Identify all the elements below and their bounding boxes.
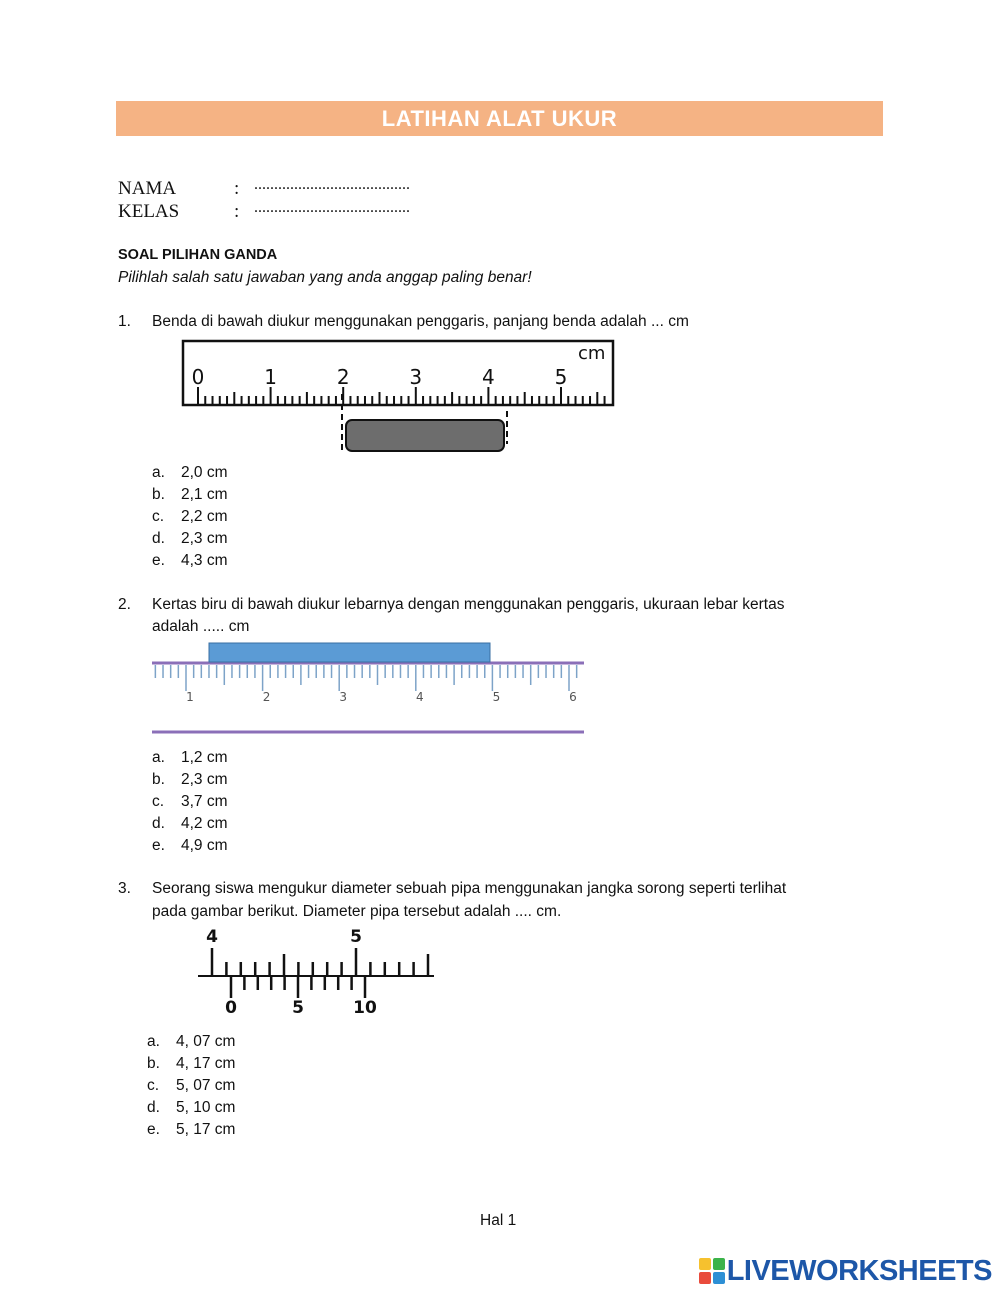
worksheet-title-banner: LATIHAN ALAT UKUR — [116, 101, 883, 136]
question-1-ruler-figure — [178, 336, 620, 456]
ruler-face — [150, 662, 584, 722]
class-label: KELAS — [118, 201, 180, 222]
option-letter: b. — [152, 771, 165, 788]
vernier-label-5: 5 — [292, 998, 304, 1018]
question-3-text-line2: pada gambar berikut. Diameter pipa tersebut adalah .... cm. — [152, 903, 562, 920]
option-e[interactable] — [152, 550, 228, 572]
main-scale-ticks — [212, 948, 428, 976]
ruler-scale-label: 1 — [186, 690, 194, 704]
option-b[interactable] — [147, 1053, 235, 1075]
option-letter: c. — [152, 508, 165, 525]
main-scale-label-5: 5 — [350, 927, 362, 947]
option-e[interactable] — [152, 835, 228, 857]
page-number: Hal 1 — [480, 1212, 517, 1229]
ruler-scale-label: 5 — [554, 365, 568, 389]
name-label: NAMA — [118, 178, 177, 199]
option-letter: a. — [152, 749, 165, 766]
question-2-options — [152, 747, 228, 857]
question-3-number: 3. — [118, 880, 131, 897]
class-blank[interactable]: ....................................... — [254, 199, 410, 216]
measured-object — [346, 420, 504, 451]
ruler-scale-label: 3 — [409, 365, 423, 389]
option-b[interactable] — [152, 484, 228, 506]
option-letter: d. — [147, 1099, 160, 1116]
option-text: 3,7 cm — [181, 793, 228, 810]
section-title: SOAL PILIHAN GANDA — [118, 247, 278, 263]
ruler-scale-label: 4 — [415, 690, 424, 704]
ruler-scale-label: 6 — [569, 690, 577, 704]
option-d[interactable] — [152, 528, 228, 550]
option-c[interactable] — [152, 506, 228, 528]
name-separator: : — [234, 178, 240, 199]
question-3-text-line1: Seorang siswa mengukur diameter sebuah pipa menggunakan jangka sorong seperti terlihat — [152, 880, 787, 897]
option-text: 2,3 cm — [181, 771, 228, 788]
ruler-scale-label: 2 — [262, 690, 271, 704]
option-text: 4, 07 cm — [176, 1033, 236, 1050]
liveworksheets-logo[interactable] — [699, 1254, 992, 1288]
ruler-scale-label: 2 — [336, 365, 350, 389]
question-1-text: Benda di bawah diukur menggunakan penggaris, panjang benda adalah ... cm — [152, 313, 689, 330]
option-text: 2,3 cm — [181, 530, 228, 547]
question-3-options — [147, 1031, 235, 1141]
ruler-scale-label: 1 — [264, 365, 277, 389]
ruler-scale-label: 3 — [339, 690, 348, 704]
class-separator: : — [234, 201, 240, 222]
question-2-text-line1: Kertas biru di bawah diukur lebarnya dengan menggunakan penggaris, ukuraan lebar kertas — [152, 596, 785, 613]
option-text: 5, 17 cm — [176, 1121, 236, 1138]
option-letter: b. — [152, 486, 165, 503]
option-c[interactable] — [147, 1075, 235, 1097]
main-scale-label-4: 4 — [206, 927, 218, 947]
ruler-scale-label: 5 — [492, 690, 501, 704]
option-a[interactable] — [152, 747, 228, 769]
option-c[interactable] — [152, 791, 228, 813]
ruler-scale-label: 4 — [482, 365, 495, 389]
liveworksheets-logo-text: LIVEWORKSHEETS — [726, 1254, 992, 1287]
option-letter: a. — [147, 1033, 160, 1050]
option-text: 4,2 cm — [181, 815, 228, 832]
question-1-options — [152, 462, 228, 572]
option-d[interactable] — [147, 1097, 235, 1119]
option-letter: c. — [152, 793, 165, 810]
option-a[interactable] — [152, 462, 228, 484]
option-text: 4,9 cm — [181, 837, 228, 854]
option-text: 2,1 cm — [181, 486, 228, 503]
vernier-label-10: 10 — [353, 998, 377, 1018]
name-blank[interactable]: ....................................... — [254, 176, 410, 193]
option-text: 2,2 cm — [181, 508, 228, 525]
option-letter: d. — [152, 530, 165, 547]
option-text: 1,2 cm — [181, 749, 228, 766]
vernier-scale-ticks — [231, 976, 365, 998]
option-a[interactable] — [147, 1031, 235, 1053]
question-1-number: 1. — [118, 313, 131, 330]
option-letter: d. — [152, 815, 165, 832]
option-letter: c. — [147, 1077, 160, 1094]
option-text: 2,0 cm — [181, 464, 228, 481]
option-text: 5, 07 cm — [176, 1077, 236, 1094]
vernier-label-0: 0 — [225, 998, 237, 1018]
liveworksheets-logo-icon — [699, 1258, 725, 1284]
question-3-caliper-figure — [190, 924, 440, 1020]
ruler-scale-label: 0 — [191, 365, 205, 389]
option-d[interactable] — [152, 813, 228, 835]
question-2-number: 2. — [118, 596, 131, 613]
option-b[interactable] — [152, 769, 228, 791]
option-letter: a. — [152, 464, 165, 481]
option-letter: e. — [152, 837, 165, 854]
question-2-ruler-figure — [150, 640, 590, 740]
question-2-text-line2: adalah ..... cm — [152, 618, 250, 635]
option-text: 4,3 cm — [181, 552, 228, 569]
ruler-unit-label: cm — [578, 343, 606, 364]
option-letter: b. — [147, 1055, 160, 1072]
option-letter: e. — [152, 552, 165, 569]
ruler-body — [183, 341, 613, 405]
option-text: 5, 10 cm — [176, 1099, 236, 1116]
section-instruction: Pilihlah salah satu jawaban yang anda anggap paling benar! — [118, 269, 532, 286]
blue-paper — [209, 643, 490, 662]
option-text: 4, 17 cm — [176, 1055, 236, 1072]
option-e[interactable] — [147, 1119, 235, 1141]
option-letter: e. — [147, 1121, 160, 1138]
